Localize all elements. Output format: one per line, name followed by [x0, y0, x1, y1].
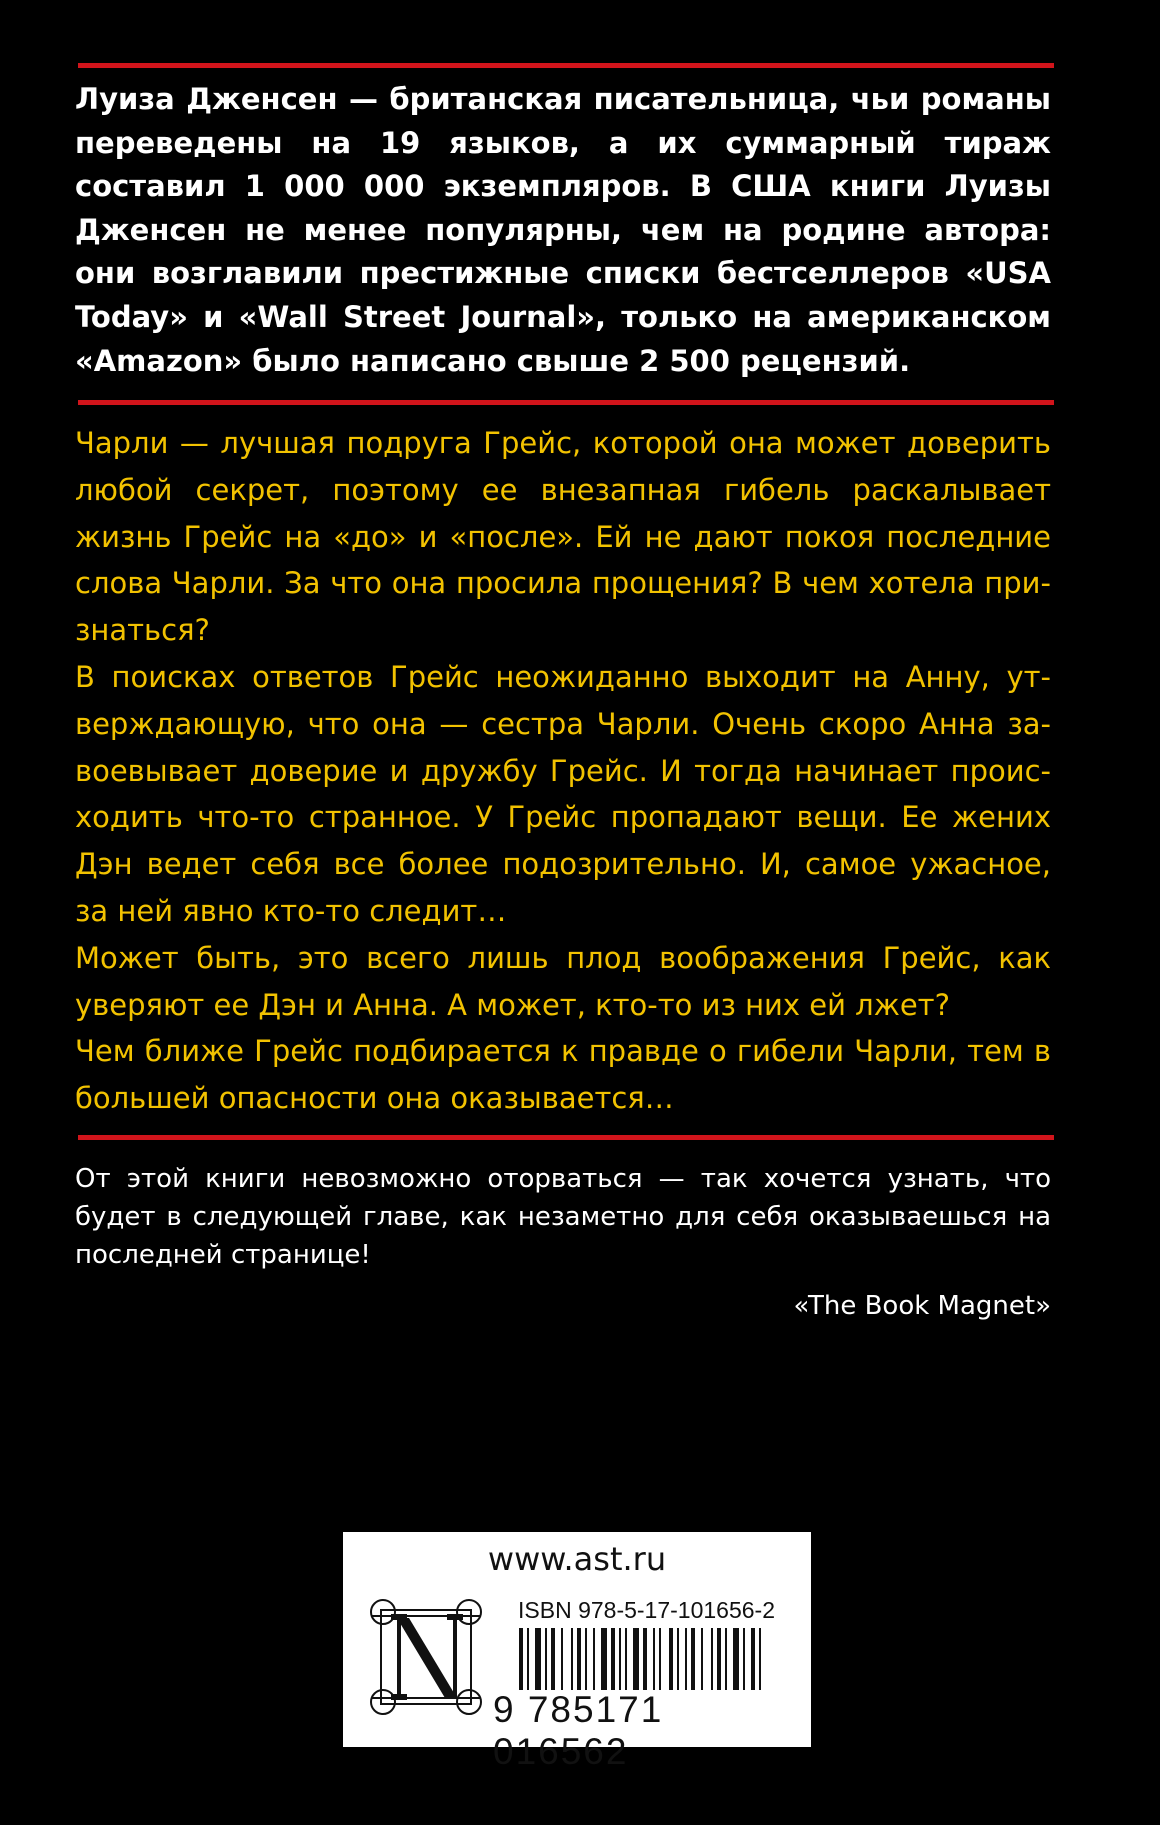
review-quote: От этой книги невозможно оторваться — так хочется узнать, что будет в следующей главе, как незаметно для себя оказываешься на последней странице!: [75, 1164, 1051, 1270]
divider-top: [78, 63, 1054, 68]
divider-bottom: [78, 1135, 1054, 1140]
author-blurb: Луиза Дженсен — британская писательница, чьи романы переведены на 19 языков, а их суммарный тираж составил 1 000 000 экземпляров. В США книги Луизы Дженсен не менее популярны, чем на родине автора: они возглавили престижные списки бестселлеров «USA Today» и «Wall Street Journal», только на американском «Amazon» было написано свыше 2 500 рецензий.: [75, 82, 1051, 378]
synopsis: [75, 420, 1051, 1122]
publisher-logo-icon: [367, 1598, 485, 1716]
review-source: «The Book Magnet»: [793, 1291, 1051, 1321]
website: www.ast.ru: [487, 1540, 667, 1578]
divider-middle: [78, 400, 1054, 405]
barcode-icon: [519, 1628, 797, 1690]
synopsis-paragraph: Чем ближе Грейс подбирается к правде о гибели Чарли, тем в большей опасности она оказывается…: [75, 1034, 1051, 1116]
synopsis-paragraph: Чарли — лучшая подруга Грейс, которой она может доверить любой секрет, поэтому ее внезапная гибель раскалывает жизнь Грейс на «до» и «после». Ей не дают покоя последние слова Чарли. За что она просила прощения? В чем хотела признаться?: [75, 426, 1051, 648]
synopsis-paragraph: Может быть, это всего лишь плод воображения Грейс, как уверяют ее Дэн и Анна. А может, кто-то из них ей лжет?: [75, 940, 1051, 1022]
barcode-panel: [343, 1532, 811, 1772]
barcode-digits: 9 785171 016562: [493, 1689, 664, 1772]
isbn-text: ISBN 978-5-17-101656-2: [518, 1597, 775, 1623]
synopsis-paragraph: В поисках ответов Грейс неожиданно выходит на Анну, утверждающую, что она — сестра Чарли. Очень скоро Анна завоевывает доверие и дружбу Грейс. И тогда начинает происходить что-то странное. У Грейс пропадают вещи. Ее жених Дэн ведет себя все более подозрительно. И, самое ужасное, за ней явно кто-то следит…: [75, 659, 1051, 928]
